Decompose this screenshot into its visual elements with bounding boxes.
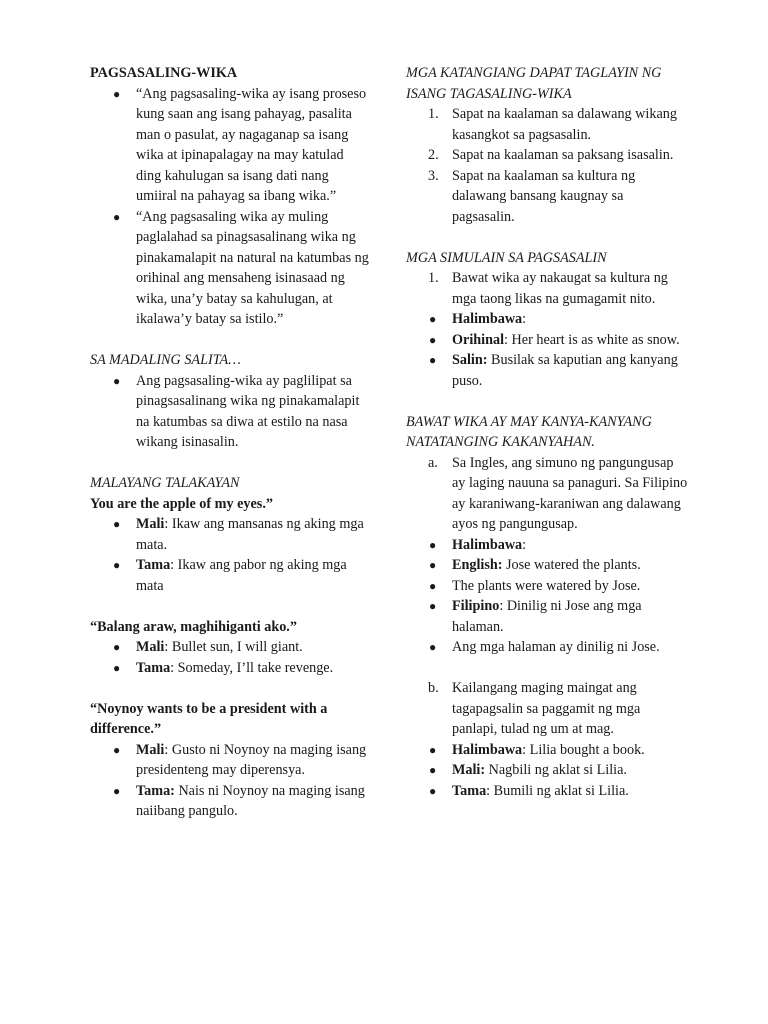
principle-text: Bawat wika ay nakaugat sa kultura ng mga taong likas na gumagamit nito. — [452, 270, 668, 307]
example-text: Jose watered the plants. — [502, 557, 641, 573]
definition-list — [90, 84, 370, 330]
bullet-icon: ● — [429, 599, 437, 613]
example-item — [406, 576, 688, 597]
example-text: Ang mga halaman ay dinilig ni Jose. — [452, 639, 660, 655]
qualities-list — [406, 104, 688, 227]
quality-item — [406, 166, 688, 228]
bullet-icon: ● — [113, 209, 121, 224]
bullet-icon: ● — [113, 640, 121, 654]
example-text: Lilia bought a book. — [526, 741, 645, 758]
example-text: The plants were watered by Jose. — [452, 577, 641, 594]
example-text: Her heart is as white as snow. — [508, 331, 680, 348]
point-item — [406, 453, 688, 535]
point-a-examples — [406, 535, 688, 658]
example-item — [406, 781, 688, 802]
unique-heading: BAWAT WIKA AY MAY KANYA-KANYANG NATATANGING KAKANYAHAN. — [406, 413, 652, 450]
example-sep: : — [164, 639, 169, 655]
example-item — [406, 555, 688, 576]
quality-text: Sapat na kaalaman sa dalawang wikang kasangkot sa pagsasalin. — [452, 106, 677, 143]
bullet-icon: ● — [113, 742, 121, 757]
list-number: 1. — [428, 106, 439, 122]
example-label: Tama — [136, 557, 171, 573]
bullet-icon: ● — [429, 742, 437, 757]
summary-heading: SA MADALING SALITA… — [90, 352, 241, 368]
principles-list — [406, 268, 688, 309]
principle-item — [406, 268, 688, 309]
example-phrase: “Noynoy wants to be a president with a difference.” — [90, 700, 328, 737]
left-column — [90, 63, 370, 822]
example-sep: : — [486, 782, 491, 799]
quality-text: Sapat na kaalaman sa paksang isasalin. — [452, 147, 674, 163]
example-sep: : — [522, 311, 527, 327]
summary-item — [90, 371, 370, 453]
example-text: Ikaw ang mansanas ng aking mga mata. — [136, 516, 364, 553]
example-label: Mali — [136, 516, 165, 532]
example-label: Mali: — [452, 762, 486, 778]
example-sep: : — [170, 659, 175, 676]
example-item — [406, 535, 688, 556]
example-item — [406, 330, 688, 351]
example-sep: : — [504, 331, 508, 348]
principle-examples — [406, 309, 688, 391]
example-text: Bullet sun, I will giant. — [168, 639, 303, 655]
example-phrase: “Balang araw, maghihiganti ako.” — [90, 618, 297, 635]
principles-heading: MGA SIMULAIN SA PAGSASALIN — [406, 249, 607, 266]
example-text: Someday, I’ll take revenge. — [174, 659, 334, 676]
bullet-icon: ● — [429, 640, 437, 654]
quality-text: Sapat na kaalaman sa kultura ng dalawang bansang kaugnay sa pagsasalin. — [452, 167, 636, 225]
example-sep: : — [170, 557, 175, 573]
bullet-icon: ● — [113, 783, 121, 798]
example-text: Dinilig ni Jose ang mga halaman. — [452, 598, 642, 635]
example-text: Nagbili ng aklat si Lilia. — [485, 762, 627, 778]
bullet-icon: ● — [429, 763, 437, 777]
example-item — [406, 350, 688, 391]
bullet-icon: ● — [113, 373, 121, 388]
example-label: Orihinal — [452, 331, 505, 348]
bullet-icon: ● — [429, 558, 437, 572]
definition-item — [90, 207, 370, 330]
example-label: Filipino — [452, 598, 500, 614]
example-label: Salin: — [452, 352, 488, 368]
example-item — [406, 637, 688, 658]
bullet-icon: ● — [429, 578, 437, 593]
list-number: 2. — [428, 147, 439, 163]
example-sep: : — [522, 741, 527, 758]
example-label: English: — [452, 557, 503, 573]
bullet-icon: ● — [429, 783, 437, 798]
example-item — [406, 596, 688, 637]
example-item — [90, 555, 370, 596]
section-title: PAGSASALING-WIKA — [90, 65, 238, 81]
example-text: Ikaw ang pabor ng aking mga mata — [136, 557, 347, 594]
example-text: Bumili ng aklat si Lilia. — [490, 782, 629, 799]
example-item — [90, 658, 370, 679]
point-a-list — [406, 453, 688, 535]
example-item — [90, 781, 370, 822]
bullet-icon: ● — [429, 332, 437, 347]
bullet-icon: ● — [113, 660, 121, 675]
bullet-icon: ● — [429, 312, 437, 326]
summary-text: Ang pagsasaling-wika ay paglilipat sa pinagsasalinang wika ng pinakamalapit na katumbas sa diwa at estilo na nasa wikang isinasalin. — [136, 372, 360, 450]
bullet-icon: ● — [429, 537, 437, 552]
definition-text: “Ang pagsasaling wika ay muling paglalahad sa pinagsasalinang wika ng pinakamalapit na natural na katumbas ng orihinal ang mensaheng isinasaad ng wika, una’y batay sa kahulugan, at ikalawa’y batay sa istilo.” — [136, 208, 369, 327]
point-text: Sa Ingles, ang simuno ng pangungusap ay laging nauuna sa panaguri. Sa Filipino ay karaniwang-karaniwan ang dalawang ayos ng pangungusap. — [452, 454, 688, 532]
example-label: Tama — [136, 659, 171, 676]
point-b-list — [406, 678, 688, 740]
example-label: Halimbawa — [452, 536, 523, 553]
list-letter: b. — [428, 680, 439, 696]
discussion-heading: MALAYANG TALAKAYAN — [90, 475, 240, 491]
example-label: Tama — [452, 782, 487, 799]
example-text: Nais ni Noynoy na maging isang naiibang pangulo. — [136, 782, 365, 819]
example-list — [90, 514, 370, 596]
qualities-heading: MGA KATANGIANG DAPAT TAGLAYIN NG ISANG TAGASALING-WIKA — [406, 65, 662, 102]
point-text: Kailangang maging maingat ang tagapagsalin sa paggamit ng mga panlapi, tulad ng um at mag. — [452, 680, 641, 737]
definition-item — [90, 84, 370, 207]
example-item — [406, 760, 688, 781]
bullet-icon: ● — [113, 517, 121, 531]
example-text: Busilak sa kaputian ang kanyang puso. — [452, 352, 678, 389]
example-item — [90, 514, 370, 555]
example-sep: : — [164, 741, 169, 758]
example-sep: : — [164, 516, 169, 532]
definition-text: “Ang pagsasaling-wika ay isang proseso kung saan ang isang pahayag, pasalita man o pasulat, ay nagaganap sa isang wika at ipinapalagay na may katulad ding kahulugan sa isang dati nang umiiral na pahayag sa ibang wika.” — [136, 85, 367, 204]
example-phrase: You are the apple of my eyes.” — [90, 495, 273, 512]
example-label: Halimbawa — [452, 311, 523, 327]
example-item — [90, 740, 370, 781]
example-item — [406, 309, 688, 330]
example-item — [90, 637, 370, 658]
example-sep: : — [522, 536, 527, 553]
bullet-icon: ● — [113, 558, 121, 572]
example-text: Gusto ni Noynoy na maging isang presidenteng may diperensya. — [136, 741, 367, 778]
example-item — [406, 740, 688, 761]
list-number: 1. — [428, 270, 439, 286]
example-label: Tama: — [136, 782, 175, 799]
quality-item — [406, 145, 688, 166]
list-letter: a. — [428, 454, 438, 471]
point-item — [406, 678, 688, 740]
example-label: Mali — [136, 639, 165, 655]
example-label: Halimbawa — [452, 741, 523, 758]
example-list — [90, 637, 370, 678]
quality-item — [406, 104, 688, 145]
example-list — [90, 740, 370, 822]
example-label: Mali — [136, 741, 165, 758]
right-column — [406, 63, 688, 801]
point-b-examples — [406, 740, 688, 802]
list-number: 3. — [428, 167, 439, 184]
bullet-icon: ● — [113, 86, 121, 101]
summary-list — [90, 371, 370, 453]
example-sep: : — [499, 598, 504, 614]
bullet-icon: ● — [429, 353, 437, 367]
